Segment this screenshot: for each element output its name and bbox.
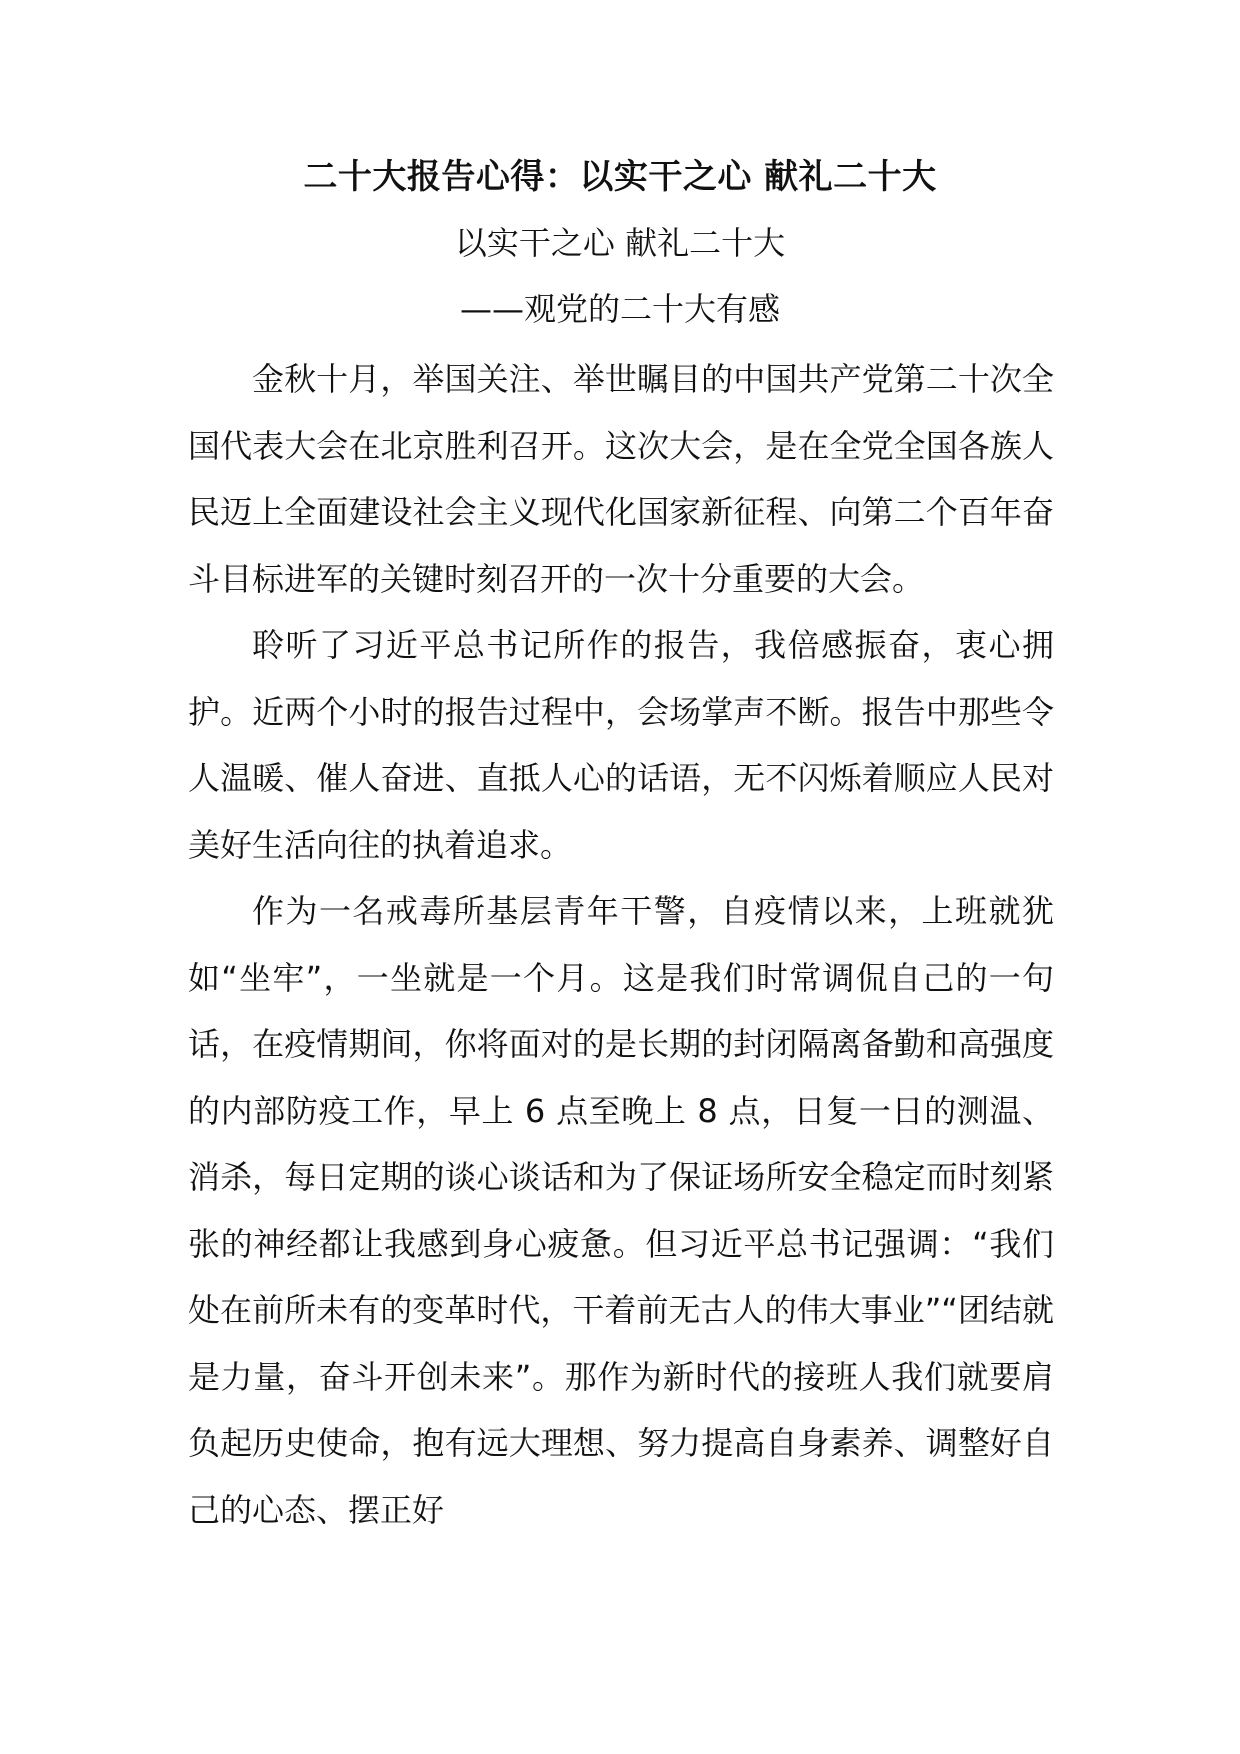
document-subtitle-dedication: ——观党的二十大有感 [459,290,780,328]
document-subtitle: 以实干之心 献礼二十大 [454,224,786,262]
document-body [188,346,1054,1543]
paragraph: 作为一名戒毒所基层青年干警，自疫情以来，上班就犹如“坐牢”，一坐就是一个月。这是我们时常调侃自己的一句话，在疫情期间，你将面对的是长期的封闭隔离备勤和高强度的内部防疫工作，早上 6 点至晚上 8 点，日复一日的测温、消杀，每日定期的谈心谈话和为了保证场所安全稳定而时刻紧张的神经都让我感到身心疲惫。但习近平总书记强调：“我们处在前所未有的变革时代，干着前无古人的伟大事业”“团结就是力量，奋斗开创未来”。那作为新时代的接班人我们就要肩负起历史使命，抱有远大理想、努力提高自身素养、调整好自己的心态、摆正好 [188,892,1054,1529]
document-title: 二十大报告心得：以实干之心 献礼二十大 [303,157,937,197]
paragraph: 金秋十月，举国关注、举世瞩目的中国共产党第二十次全国代表大会在北京胜利召开。这次大会，是在全党全国各族人民迈上全面建设社会主义现代化国家新征程、向第二个百年奋斗目标进军的关键时刻召开的一次十分重要的大会。 [188,360,1054,598]
paragraph: 聆听了习近平总书记所作的报告，我倍感振奋，衷心拥护。近两个小时的报告过程中，会场掌声不断。报告中那些令人温暖、催人奋进、直抵人心的话语，无不闪烁着顺应人民对美好生活向往的执着追求。 [188,626,1054,864]
